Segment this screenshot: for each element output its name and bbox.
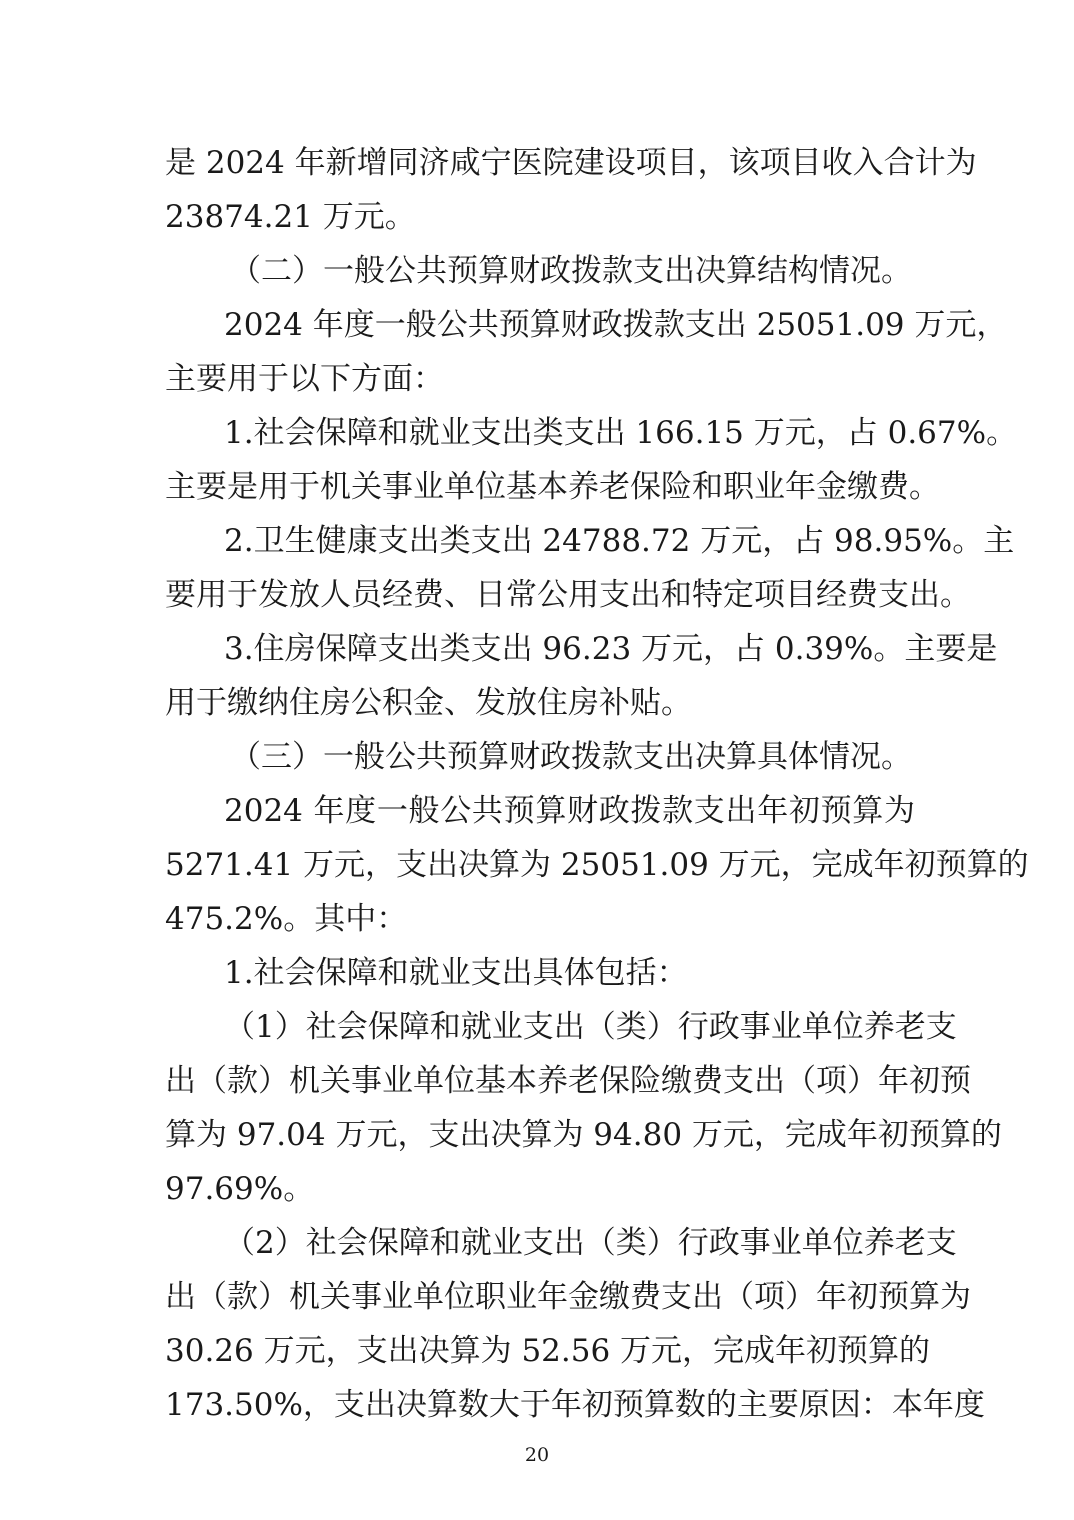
- paragraph-line: 173.50%，支出决算数大于年初预算数的主要原因：本年度: [165, 1387, 985, 1423]
- sub-item-line: （1）社会保障和就业支出（类）行政事业单位养老支: [224, 1009, 957, 1045]
- paragraph-line: 主要是用于机关事业单位基本养老保险和职业年金缴费。: [165, 469, 940, 505]
- list-item-line: 3.住房保障支出类支出 96.23 万元，占 0.39%。主要是: [224, 631, 998, 667]
- paragraph-line: 出（款）机关事业单位职业年金缴费支出（项）年初预算为: [165, 1279, 971, 1315]
- section-heading: （二）一般公共预算财政拨款支出决算结构情况。: [230, 253, 912, 289]
- paragraph-line: 23874.21 万元。: [165, 199, 416, 235]
- section-heading: （三）一般公共预算财政拨款支出决算具体情况。: [230, 739, 912, 775]
- list-item-line: 1.社会保障和就业支出类支出 166.15 万元，占 0.67%。: [224, 415, 1018, 451]
- list-item-line: 1.社会保障和就业支出具体包括：: [224, 955, 688, 991]
- paragraph-line: 用于缴纳住房公积金、发放住房补贴。: [165, 685, 692, 721]
- paragraph-line: 主要用于以下方面：: [165, 361, 444, 397]
- list-item-line: 2.卫生健康支出类支出 24788.72 万元，占 98.95%。主: [224, 523, 1015, 559]
- paragraph-line: 30.26 万元，支出决算为 52.56 万元，完成年初预算的: [165, 1333, 931, 1369]
- paragraph-line: 97.69%。: [165, 1171, 315, 1207]
- paragraph-line: 要用于发放人员经费、日常公用支出和特定项目经费支出。: [165, 577, 971, 613]
- paragraph-line: 2024 年度一般公共预算财政拨款支出年初预算为: [224, 793, 915, 829]
- paragraph-line: 475.2%。其中：: [165, 901, 408, 937]
- paragraph-line: 算为 97.04 万元，支出决算为 94.80 万元，完成年初预算的: [165, 1117, 1002, 1153]
- sub-item-line: （2）社会保障和就业支出（类）行政事业单位养老支: [224, 1225, 957, 1261]
- page-number: 20: [524, 1444, 550, 1466]
- paragraph-line: 是 2024 年新增同济咸宁医院建设项目，该项目收入合计为: [165, 145, 977, 181]
- paragraph-line: 5271.41 万元，支出决算为 25051.09 万元，完成年初预算的: [165, 847, 1029, 883]
- paragraph-line: 出（款）机关事业单位基本养老保险缴费支出（项）年初预: [165, 1063, 971, 1099]
- paragraph-line: 2024 年度一般公共预算财政拨款支出 25051.09 万元，: [224, 307, 1008, 343]
